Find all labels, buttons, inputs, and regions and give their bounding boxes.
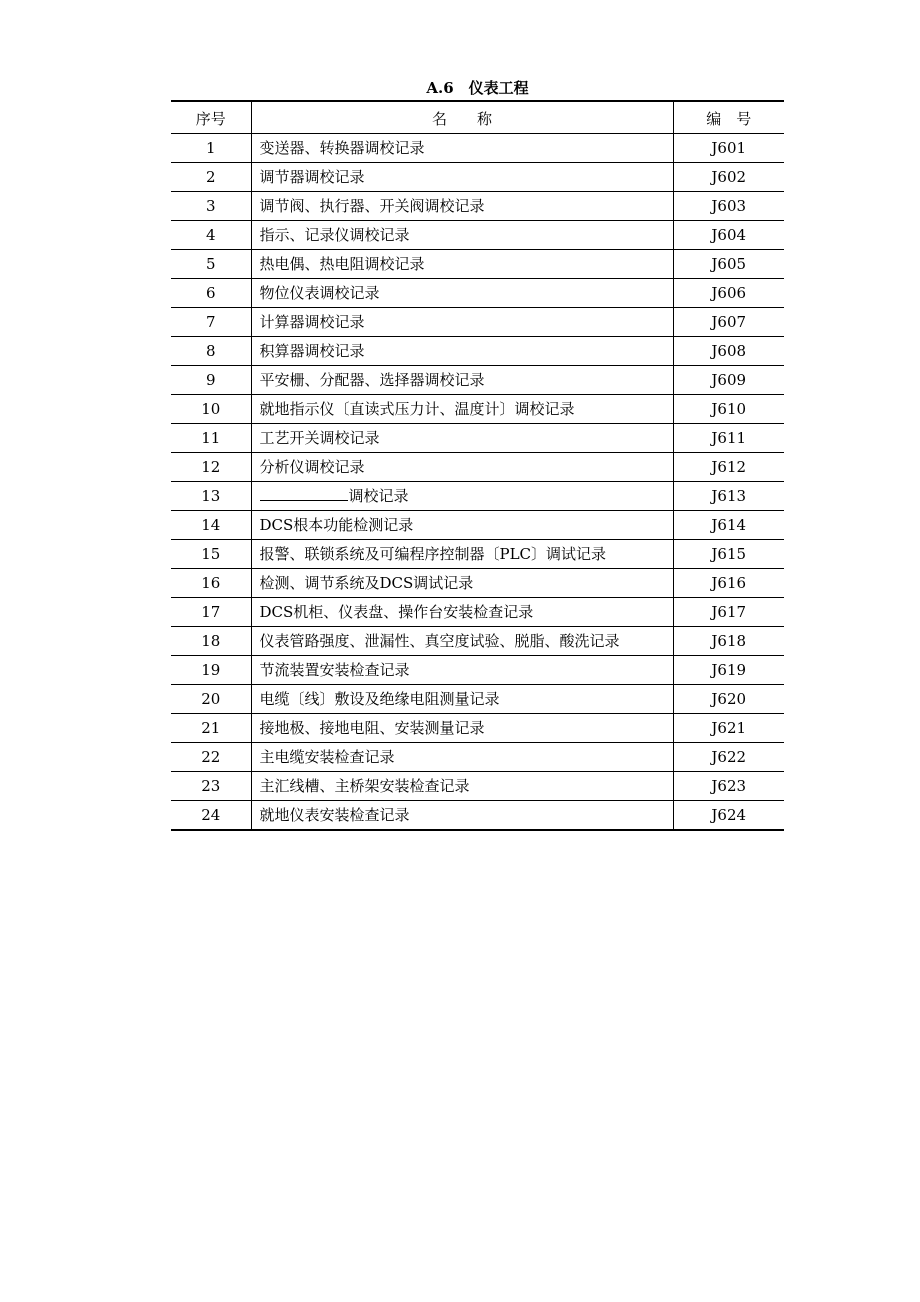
row-code: J621 (673, 714, 784, 743)
table-row (171, 308, 784, 337)
table-row (171, 453, 784, 482)
table-row (171, 801, 784, 831)
row-code: J603 (673, 192, 784, 221)
row-seq: 6 (171, 279, 251, 308)
table-row (171, 482, 784, 511)
table-row (171, 337, 784, 366)
row-seq: 11 (171, 424, 251, 453)
row-code: J606 (673, 279, 784, 308)
records-table (171, 100, 784, 831)
row-seq: 4 (171, 221, 251, 250)
row-code: J622 (673, 743, 784, 772)
fill-in-blank-line (260, 486, 348, 501)
table-row (171, 511, 784, 540)
table-row (171, 540, 784, 569)
section-title: A.6 仪表工程 (426, 79, 529, 97)
row-seq: 18 (171, 627, 251, 656)
table-row (171, 743, 784, 772)
row-seq: 7 (171, 308, 251, 337)
row-name: 就地指示仪〔直读式压力计、温度计〕调校记录 (251, 395, 673, 424)
header-row (171, 101, 784, 134)
row-code: J610 (673, 395, 784, 424)
row-code: J619 (673, 656, 784, 685)
row-name-text: 调校记录 (348, 487, 409, 505)
row-seq: 12 (171, 453, 251, 482)
row-name: 变送器、转换器调校记录 (251, 134, 673, 163)
row-seq: 16 (171, 569, 251, 598)
row-seq: 19 (171, 656, 251, 685)
table-row (171, 714, 784, 743)
row-name: 电缆〔线〕敷设及绝缘电阻测量记录 (251, 685, 673, 714)
row-name: 计算器调校记录 (251, 308, 673, 337)
row-code: J618 (673, 627, 784, 656)
row-code: J617 (673, 598, 784, 627)
row-code: J604 (673, 221, 784, 250)
row-code: J615 (673, 540, 784, 569)
row-code: J623 (673, 772, 784, 801)
row-name: 主汇线槽、主桥架安装检查记录 (251, 772, 673, 801)
row-name: 检测、调节系统及DCS调试记录 (251, 569, 673, 598)
row-name: 积算器调校记录 (251, 337, 673, 366)
row-seq: 9 (171, 366, 251, 395)
table-row (171, 250, 784, 279)
row-name: 物位仪表调校记录 (251, 279, 673, 308)
row-name: 分析仪调校记录 (251, 453, 673, 482)
table-row (171, 598, 784, 627)
row-name: 工艺开关调校记录 (251, 424, 673, 453)
table-row (171, 192, 784, 221)
row-seq: 8 (171, 337, 251, 366)
row-name: 节流装置安装检查记录 (251, 656, 673, 685)
row-name: 仪表管路强度、泄漏性、真空度试验、脱脂、酸洗记录 (251, 627, 673, 656)
row-seq: 22 (171, 743, 251, 772)
row-code: J608 (673, 337, 784, 366)
row-name: DCS根本功能检测记录 (251, 511, 673, 540)
table-row (171, 279, 784, 308)
table-row (171, 163, 784, 192)
table-row (171, 772, 784, 801)
table-row (171, 395, 784, 424)
row-code: J601 (673, 134, 784, 163)
table-row (171, 656, 784, 685)
row-name: 平安栅、分配器、选择器调校记录 (251, 366, 673, 395)
row-code: J609 (673, 366, 784, 395)
row-seq: 10 (171, 395, 251, 424)
header-seq: 序号 (171, 101, 251, 134)
row-name: 主电缆安装检查记录 (251, 743, 673, 772)
row-name: 接地极、接地电阻、安装测量记录 (251, 714, 673, 743)
table-row (171, 134, 784, 163)
table-row (171, 685, 784, 714)
row-seq: 5 (171, 250, 251, 279)
table-header (171, 101, 784, 134)
header-code: 编 号 (673, 101, 784, 134)
row-code: J602 (673, 163, 784, 192)
table-row (171, 424, 784, 453)
row-name: 报警、联锁系统及可编程序控制器〔PLC〕调试记录 (251, 540, 673, 569)
row-code: J614 (673, 511, 784, 540)
row-code: J611 (673, 424, 784, 453)
row-seq: 24 (171, 801, 251, 831)
row-seq: 20 (171, 685, 251, 714)
table-body (171, 134, 784, 831)
row-name: 指示、记录仪调校记录 (251, 221, 673, 250)
row-seq: 17 (171, 598, 251, 627)
row-code: J607 (673, 308, 784, 337)
row-name: 热电偶、热电阻调校记录 (251, 250, 673, 279)
row-name: 调节器调校记录 (251, 163, 673, 192)
row-seq: 15 (171, 540, 251, 569)
row-seq: 14 (171, 511, 251, 540)
row-name: DCS机柜、仪表盘、操作台安装检查记录 (251, 598, 673, 627)
table-row (171, 366, 784, 395)
table-row (171, 627, 784, 656)
row-name: 就地仪表安装检查记录 (251, 801, 673, 831)
row-seq: 21 (171, 714, 251, 743)
row-seq: 2 (171, 163, 251, 192)
row-code: J620 (673, 685, 784, 714)
row-name-with-blank (251, 482, 673, 511)
row-name: 调节阀、执行器、开关阀调校记录 (251, 192, 673, 221)
header-name: 名 称 (251, 101, 673, 134)
row-code: J612 (673, 453, 784, 482)
table-row (171, 569, 784, 598)
row-code: J605 (673, 250, 784, 279)
row-code: J616 (673, 569, 784, 598)
row-code: J613 (673, 482, 784, 511)
row-seq: 3 (171, 192, 251, 221)
table-row (171, 221, 784, 250)
row-code: J624 (673, 801, 784, 831)
row-seq: 13 (171, 482, 251, 511)
row-seq: 23 (171, 772, 251, 801)
row-seq: 1 (171, 134, 251, 163)
